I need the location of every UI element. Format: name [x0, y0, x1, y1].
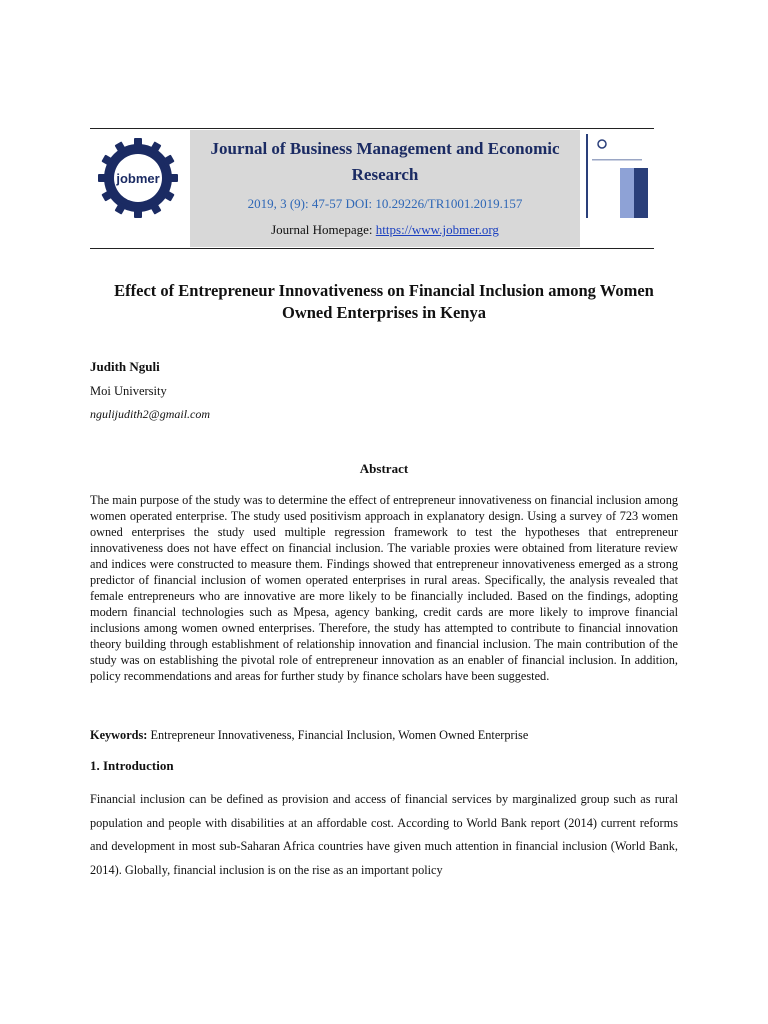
abstract-text: The main purpose of the study was to determine the effect of entrepreneur innovativeness on financial inclusion among women operated enterprise. The study used positivism approach in explanatory design. Using a survey of 723 women owned enterprises the study used multiple regression framework to test the hypotheses that entrepreneur innovativeness does not have effect on financial inclusion. The variable proxies were obtained from literature review and indices were constructed to measure them. Findings showed that entrepreneur innovativeness emerged as a strong predictor of financial inclusion of women operated enterprises in rural areas. Specifically, the analysis revealed that female entrepreneurs who are innovative are more likely to be financially included. Based on the findings, adopting modern financial technologies such as Mpesa, agency banking, credit cards are more likely to improve financial inclusions among women owned enterprises. Therefore, the study has attempted to contribute to financial innovation theory building through establishment of relationship innovation and financial inclusion. The main contribution of the study was on establishing the pivotal role of entrepreneur innovation as an enabler of financial inclusion. In addition, policy recommendations and areas for further study by finance scholars have been suggested. [90, 493, 678, 683]
journal-title: Journal of Business Management and Economic Research [210, 139, 560, 184]
abstract-heading: Abstract [359, 461, 409, 476]
header-top-rule [90, 128, 654, 129]
svg-text:jobmer: jobmer [116, 171, 160, 186]
homepage-label: Journal Homepage: [271, 222, 373, 237]
jobmer-logo [96, 136, 180, 220]
keywords-line [90, 728, 678, 743]
journal-cover-thumbnail [586, 134, 648, 218]
author-name: Judith Nguli [90, 359, 160, 374]
citation-doi: 2019, 3 (9): 47-57 DOI: 10.29226/TR1001.2019.157 [247, 196, 523, 211]
keywords-label: Keywords: [90, 728, 148, 742]
author-email: ngulijudith2@gmail.com [90, 407, 211, 421]
homepage-link[interactable]: https://www.jobmer.org [375, 222, 499, 237]
introduction-text: Financial inclusion can be defined as provision and access of financial services by marginalized group such as rural population and people with disabilities at an affordable cost. According to World Bank report (2014) current reforms and development in most sub-Saharan Africa countries have given much attention in financial inclusion (World Bank, 2014). Globally, financial inclusion is on the rise as an important policy [90, 792, 678, 877]
journal-header-box [190, 130, 580, 247]
paper-title: Effect of Entrepreneur Innovativeness on Financial Inclusion among Women Owned Enterprises in Kenya [114, 281, 654, 322]
journal-homepage [190, 222, 580, 238]
keywords-text: Entrepreneur Innovativeness, Financial Inclusion, Women Owned Enterprise [147, 728, 529, 742]
introduction-heading: 1. Introduction [90, 758, 174, 773]
header-bottom-rule [90, 248, 654, 249]
author-affiliation: Moi University [90, 384, 167, 398]
